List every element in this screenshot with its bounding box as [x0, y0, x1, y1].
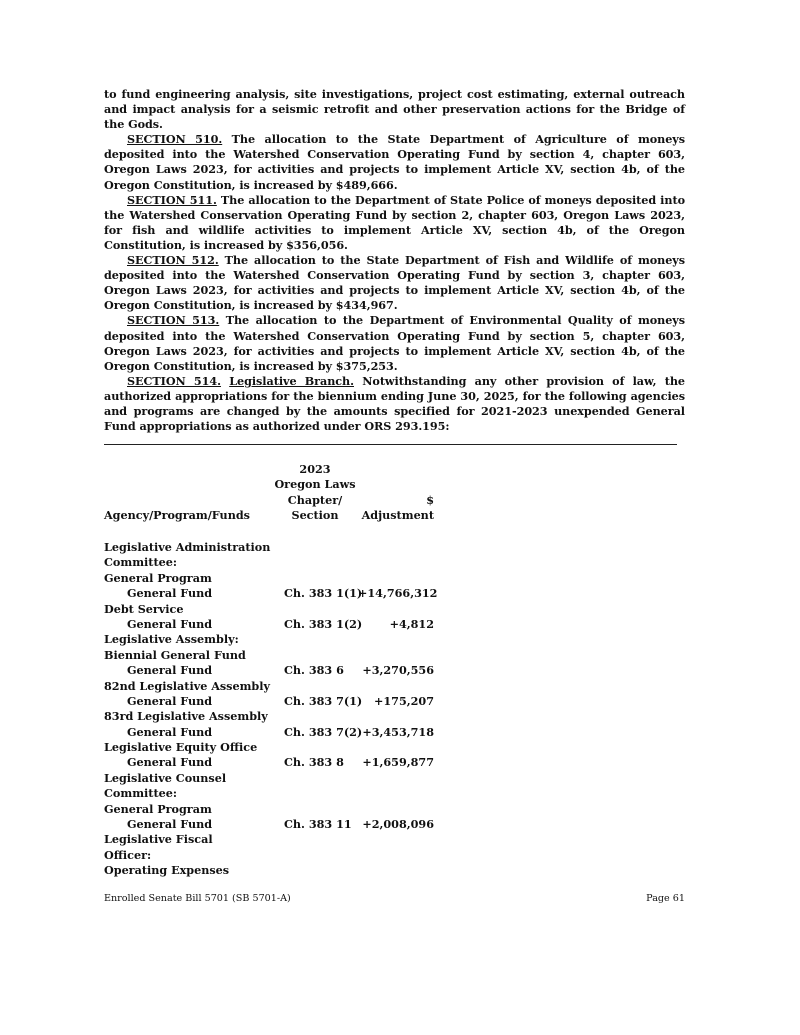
footer-page-number: Page 61	[646, 893, 685, 904]
table-row	[104, 586, 444, 601]
row-label: Debt Service	[104, 601, 184, 616]
section-513	[104, 313, 685, 373]
row-label: Biennial General Fund	[104, 647, 246, 662]
table-row	[104, 555, 444, 570]
section-text: The allocation to the State Department of Fish and Wildlife of moneys deposited into the Watershed Conservation Operating Fund by section 3, chapter 603, Oregon Laws 2023, for activities and projects to implement Article XV, section 4b, of the Oregon Constitution, is increased by $434,967.	[104, 253, 685, 313]
row-chapter-section: Ch. 383 11	[284, 817, 352, 832]
row-adjustment: +2,008,096	[362, 817, 434, 832]
bill-text	[104, 87, 685, 434]
row-chapter-section: Ch. 383 6	[284, 663, 344, 678]
row-adjustment: +1,659,877	[362, 755, 434, 770]
section-heading: SECTION 510.	[127, 132, 223, 147]
chapter-section-header	[272, 462, 358, 524]
row-chapter-section: Ch. 383 1(1)	[284, 586, 363, 601]
row-label: General Fund	[127, 817, 213, 832]
table-row	[104, 771, 444, 786]
row-adjustment: +175,207	[374, 693, 434, 708]
table-row	[104, 725, 444, 740]
table-row	[104, 740, 444, 755]
table-row	[104, 802, 444, 817]
section-511	[104, 193, 685, 253]
header-line: Oregon Laws	[274, 477, 356, 492]
row-label: 83rd Legislative Assembly	[104, 709, 268, 724]
table-row	[104, 617, 444, 632]
row-label: Officer:	[104, 847, 152, 862]
row-label: Legislative Counsel	[104, 770, 227, 785]
row-label: General Program	[104, 570, 212, 585]
header-line: Section	[291, 508, 339, 523]
row-label: Operating Expenses	[104, 863, 230, 878]
section-heading: SECTION 511.	[127, 192, 217, 207]
table-row	[104, 786, 444, 801]
table-row	[104, 540, 444, 555]
section-heading: SECTION 513.	[127, 313, 220, 328]
row-label: General Fund	[127, 616, 213, 631]
agency-header: Agency/Program/Funds	[104, 508, 250, 523]
table-row	[104, 663, 444, 678]
row-adjustment: +14,766,312	[358, 586, 438, 601]
row-label: General Fund	[127, 693, 213, 708]
section-text: Notwithstanding any other provision of law, the authorized appropriations for the biennium ending June 30, 2025, for the following agencies and programs are changed by the amounts specified for 2021-2023 unexpended General Fund appropriations as authorized under ORS 293.195:	[104, 373, 685, 434]
table-row	[104, 632, 444, 647]
row-adjustment: +3,453,718	[362, 724, 434, 739]
section-subheading: Legislative Branch.	[229, 373, 354, 388]
row-label: Committee:	[104, 555, 177, 570]
adjustment-header	[358, 493, 434, 524]
table-row	[104, 848, 444, 863]
table-row	[104, 571, 444, 586]
row-label: Legislative Equity Office	[104, 740, 258, 755]
section-512	[104, 253, 685, 313]
header-line: $	[426, 492, 434, 507]
section-514	[104, 374, 685, 434]
table-row	[104, 602, 444, 617]
row-label: General Fund	[127, 663, 213, 678]
row-label: 82nd Legislative Assembly	[104, 678, 271, 693]
table-row	[104, 832, 444, 847]
footer-bill-title: Enrolled Senate Bill 5701 (SB 5701-A)	[104, 893, 291, 904]
section-heading: SECTION 512.	[127, 253, 219, 268]
table-row	[104, 679, 444, 694]
paragraph-text: to fund engineering analysis, site investigations, project cost estimating, external outreach and impact analysis for a seismic retrofit and other preservation actions for the Bridge of the Gods.	[104, 87, 685, 132]
row-label: General Fund	[127, 755, 213, 770]
row-label: General Fund	[127, 724, 213, 739]
row-label: General Fund	[127, 586, 213, 601]
row-label: Legislative Assembly:	[104, 632, 239, 647]
table-body	[104, 540, 444, 879]
table-header	[104, 462, 444, 524]
table-divider	[104, 444, 677, 445]
row-label: Legislative Administration	[104, 540, 271, 554]
header-line: Adjustment	[361, 508, 434, 523]
table-row	[104, 648, 444, 663]
row-label: Committee:	[104, 786, 177, 801]
paragraph-continuation	[104, 87, 685, 132]
table-row	[104, 863, 444, 878]
row-label: Legislative Fiscal	[104, 832, 213, 847]
section-510	[104, 132, 685, 192]
row-adjustment: +4,812	[389, 616, 434, 631]
table-row	[104, 694, 444, 709]
row-chapter-section: Ch. 383 8	[284, 755, 344, 770]
row-chapter-section: Ch. 383 1(2)	[284, 616, 363, 631]
table-row	[104, 817, 444, 832]
appropriations-table	[104, 462, 444, 879]
table-row	[104, 709, 444, 724]
section-text: The allocation to the Department of Environmental Quality of moneys deposited into the Watershed Conservation Operating Fund by section 5, chapter 603, Oregon Laws 2023, for activities and projects to implement Article XV, section 4b, of the Oregon Constitution, is increased by $375,253.	[104, 313, 685, 373]
header-line: 2023	[299, 462, 331, 476]
section-text: The allocation to the Department of State Police of moneys deposited into the Watershed Conservation Operating Fund by section 2, chapter 603, Oregon Laws 2023, for fish and wildlife activities to implement Article XV, section 4b, of the Oregon Constitution, is increased by $356,056.	[104, 192, 685, 252]
section-heading: SECTION 514.	[127, 373, 221, 388]
header-line: Chapter/	[287, 492, 343, 507]
row-chapter-section: Ch. 383 7(1)	[284, 693, 363, 708]
row-adjustment: +3,270,556	[362, 663, 434, 678]
row-label: General Program	[104, 801, 212, 816]
row-chapter-section: Ch. 383 7(2)	[284, 724, 363, 739]
section-text: The allocation to the State Department of Agriculture of moneys deposited into the Watershed Conservation Operating Fund by section 4, chapter 603, Oregon Laws 2023, for activities and projects to implement Article XV, section 4b, of the Oregon Constitution, is increased by $489,666.	[104, 132, 685, 192]
table-row	[104, 755, 444, 770]
